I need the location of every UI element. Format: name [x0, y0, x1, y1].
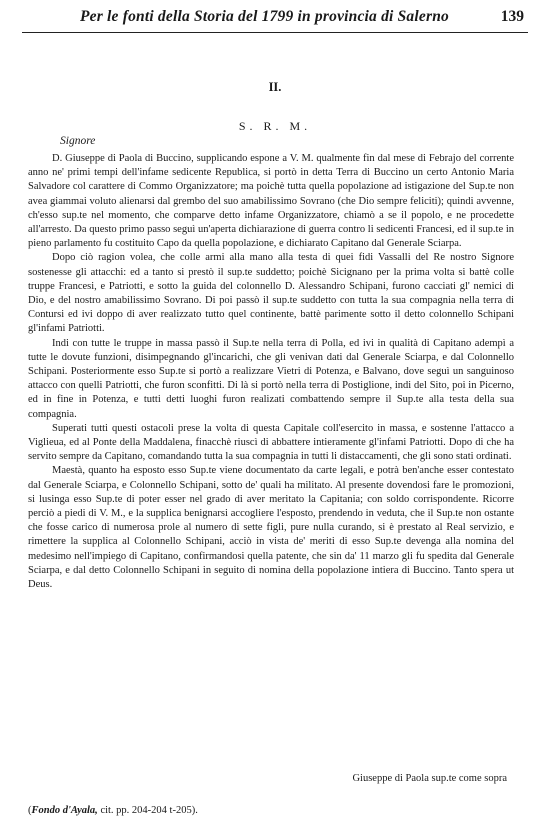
paragraph: Dopo ciò ragion volea, che colle armi alla mano alla testa di quei fidi Vassalli del Re nostro Signore sostenesse gli attacchi: ed a tanto si prestò il sup.te suddetto; poichè Sicignano per la prima volta si battè colle truppe Francesi, e Patriotti, e sotto la guida del colonnello D. Alessandro Schipani, furono cacciati gl' nemici di Dio, e del nostro amabilissimo Sovrano. Di poi passò il sup.te suddetto con tutta la sua compagnia nella terra di Contursi ed ivi doppo di aver realizzato tutto quel continente, battè parimente sotto il detto colonnello Schipani gl'infami Patriotti. [28, 252, 514, 335]
page-number: 139 [500, 8, 524, 25]
paragraph: Indi con tutte le truppe in massa passò il Sup.te nella terra di Polla, ed ivi in qualità di Capitano adempì a tutte le dovute funzioni, disimpegnando gl'incarichi, che gli venivan dati dal Generale Sciarpa, e dal Colonnello Schipani. Posteriormente esso Sup.te si portò a realizzare Vietri di Potenza, e Balvano, dove seguì un sanguinoso attacco con quelli Patriotti, che furon sconfitti. Di là si portò nella terra di Postiglione, indi del Sito, poi in Picerno, ed in fine in Potenza, e tutti detti luoghi furon realizati combattendo sempre il Sup.te alla testa della sua compagnia. [28, 337, 514, 420]
source-citation: cit. pp. 204-204 t-205). [100, 805, 198, 816]
document-number: II. [268, 80, 282, 94]
paragraph: D. Giuseppe di Paola di Buccino, supplicando espone a V. M. qualmente fin dal mese di Febrajo del corrente anno ne' primi tempi dell'infame sedicente Republica, si portò in detta Terra di Buccino un certo Antonio Maria Salvadore col carattere di Commo Organizzatore; ma poichè tutta quella popolazione ad istigazione del Sup.te non avea giammai voluto alienarsi dal grembo del suo amabilissimo Sovrano (che Dio sempre feliciti); quindi avvenne, ch'esso sup.te nel momento, che comparve detto infame Organizzatore, chiamò a se il popolo, e ne procedette all'arresto. Da questo primo passo seguì un'aperta dichiarazione di guerra contro li sedicenti Francesi, ed il sup.te in pieno parlamento fu costituito Capo da quella popolazione, e dichiarato Capitano dal Generale Sciarpa. [28, 153, 514, 250]
signature: Giuseppe di Paola sup.te come sopra [352, 773, 507, 784]
source-label: Fondo d'Ayala, [31, 805, 98, 816]
paragraph: Superati tutti questi ostacoli prese la volta di questa Capitale coll'esercito in massa, e sostenne l'attacco a Viglieua, ed al Ponte della Maddalena, finacchè riuscì di abbattere intieramente gl'infami Patriotti. Dopo di che ha servito sempre da Capitano, comandando tutta la sua compagnia in tutti li distaccamenti, che gli sono stati ordinati. [28, 422, 514, 463]
paragraph: Maestà, quanto ha esposto esso Sup.te viene documentato da carte legali, e potrà ben'anche esser contestato dal Generale Sciarpa, e Colonnello Schipani, sotto de' quali ha militato. Al presente dovendosi fare le promozioni, si lusinga esso Sup.te di poter esser nel grado di aver meritato la Capitania; con soldo corrispondente. Ricorre perciò a piedi di V. M., e la supplica benignarsi accogliere l'esposto, prendendo in veduta, che il Sup.te non ostante che fosse carico di numerosa prole al numero di sette figli, pure nulla curando, si è prestato al Real servizio, e rimettere la supplica al Colonnello Schipani, acciò in vista de' meriti di esso Sup.te devenga alla nomina del medesimo nell'impiego di Capitano, confirmandosi quella patente, che sin da' 11 marzo gli fu spedita dal Generale Sciarpa, e dal detto Colonnello Schipani in seguito di nomina della popolazione intiera di Buccino. Tanto spera ut Deus. [28, 465, 514, 591]
running-title: Per le fonti della Storia del 1799 in provincia di Salerno [80, 8, 449, 25]
source-note: (Fondo d'Ayala, cit. pp. 204-204 t-205). [28, 805, 198, 816]
header-rule [22, 32, 528, 33]
salutation: Signore [60, 135, 96, 147]
addressee-title: S. R. M. [238, 119, 312, 133]
petition-body [28, 152, 514, 592]
page-header [22, 8, 528, 38]
